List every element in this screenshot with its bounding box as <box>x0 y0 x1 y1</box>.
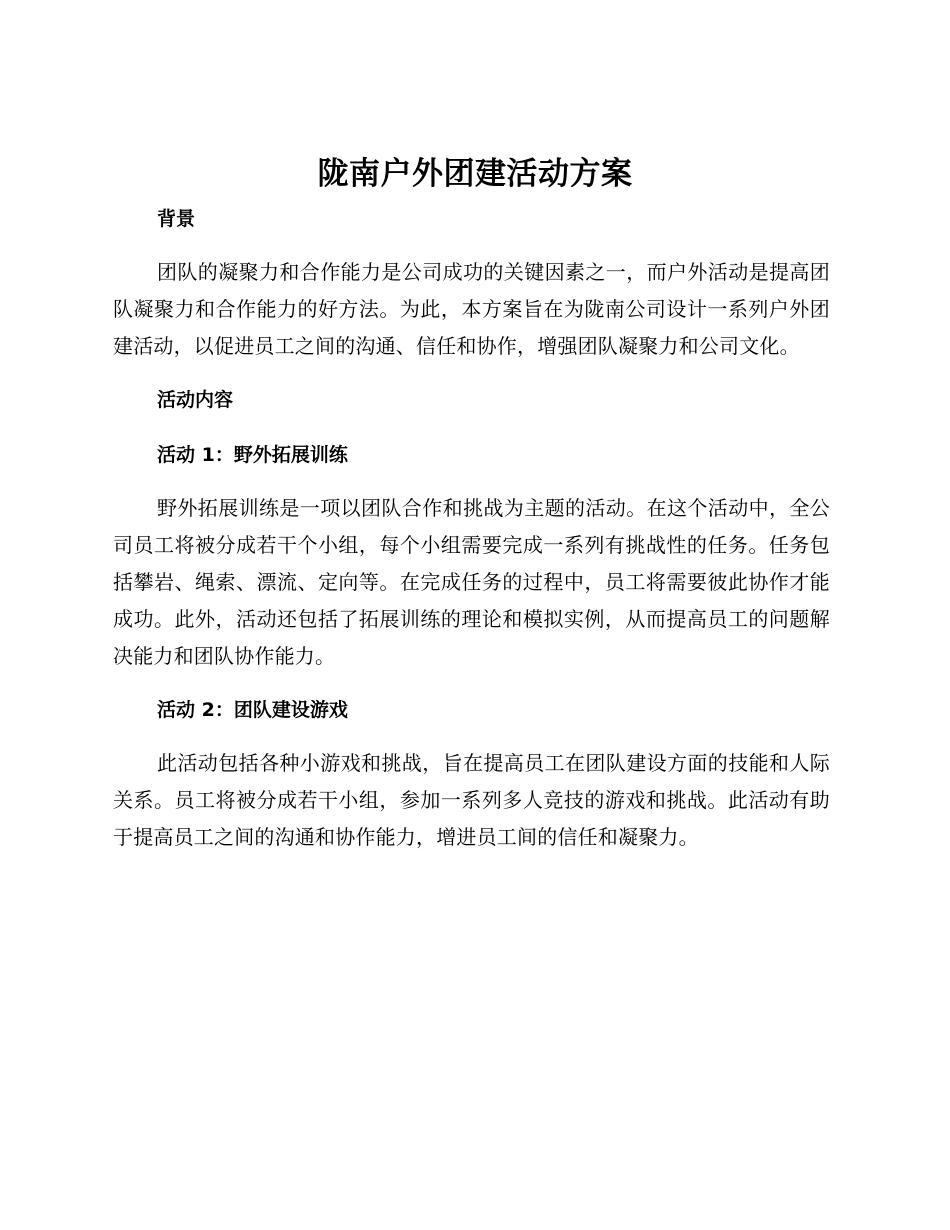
activity-1-heading: 活动 1：野外拓展训练 <box>157 444 348 466</box>
activity-1-paragraph: 野外拓展训练是一项以团队合作和挑战为主题的活动。在这个活动中，全公司员工将被分成若干个小组，每个小组需要完成一系列有挑战性的任务。任务包括攀岩、绳索、漂流、定向等。在完成任务的过程中，员工将需要彼此协作才能成功。此外，活动还包括了拓展训练的理论和模拟实例，从而提高员工的问题解决能力和团队协作能力。 <box>113 496 830 668</box>
activity-2-heading: 活动 2：团队建设游戏 <box>157 699 348 721</box>
document-title: 陇南户外团建活动方案 <box>317 156 633 192</box>
document-body <box>113 199 830 871</box>
activity-content-heading: 活动内容 <box>157 389 234 411</box>
activity-2-paragraph: 此活动包括各种小游戏和挑战，旨在提高员工在团队建设方面的技能和人际关系。员工将被分成若干小组，参加一系列多人竞技的游戏和挑战。此活动有助于提高员工之间的沟通和协作能力，增进员工间的信任和凝聚力。 <box>113 751 830 849</box>
background-heading: 背景 <box>157 208 196 230</box>
background-paragraph: 团队的凝聚力和合作能力是公司成功的关键因素之一，而户外活动是提高团队凝聚力和合作能力的好方法。为此，本方案旨在为陇南公司设计一系列户外团建活动，以促进员工之间的沟通、信任和协作，增强团队凝聚力和公司文化。 <box>113 260 830 358</box>
